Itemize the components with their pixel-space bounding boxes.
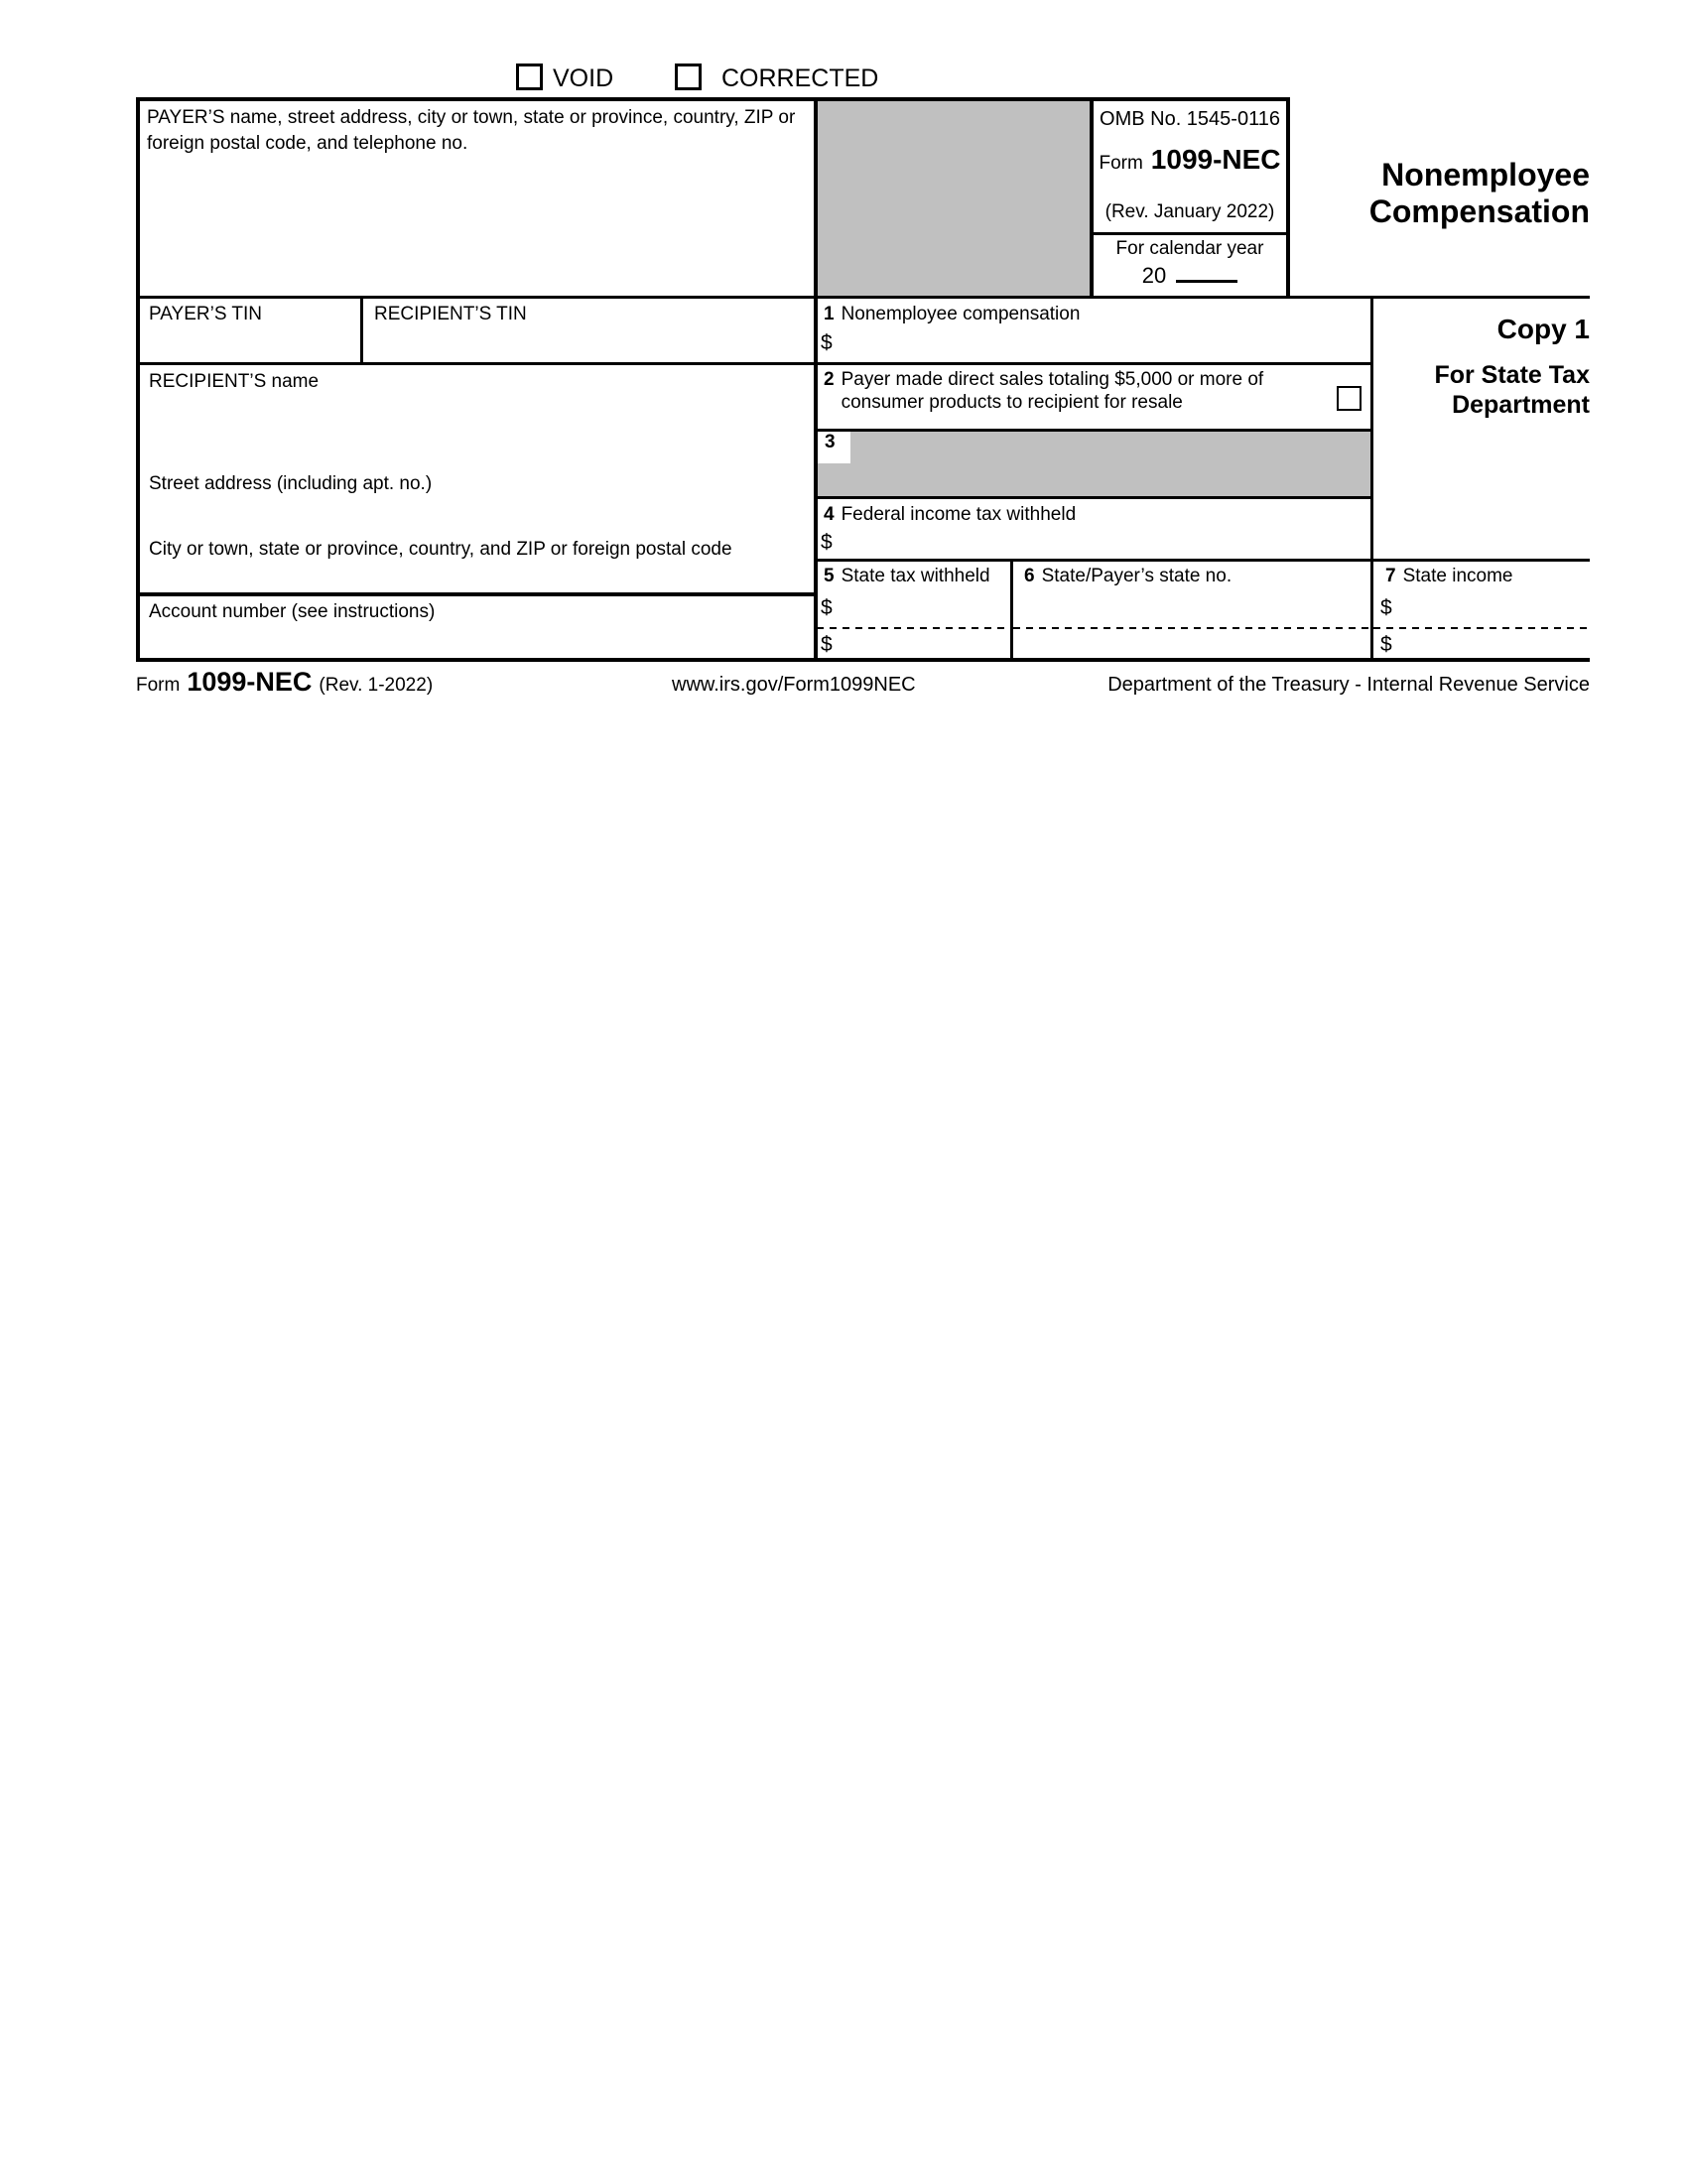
box4-number: 4 [824, 504, 835, 525]
footer-form-word: Form [136, 675, 181, 696]
form-title [1369, 157, 1590, 230]
box5-dollar-sign-top: $ [821, 596, 833, 619]
omb-number: OMB No. 1545-0116 [1100, 108, 1280, 130]
recipient-name-label: RECIPIENT’S name [149, 371, 320, 392]
street-address-field[interactable] [140, 497, 805, 537]
divider-box567-top [814, 559, 1590, 562]
recipient-tin-label: RECIPIENT’S TIN [374, 304, 527, 324]
box6-field-top[interactable] [1016, 593, 1367, 625]
dashed-line-box6 [1013, 627, 1370, 629]
payer-info-field[interactable] [140, 159, 805, 288]
corrected-label: CORRECTED [721, 64, 879, 92]
divider-box5-box6 [1010, 559, 1013, 662]
omb-form-number: 1099-NEC [1150, 144, 1281, 175]
omb-revision: (Rev. January 2022) [1104, 201, 1275, 222]
box5-amount-field-bottom[interactable] [844, 631, 1007, 656]
omb-form-word: Form [1099, 153, 1143, 174]
divider-middle-column [814, 97, 818, 662]
box2-checkbox[interactable] [1337, 386, 1362, 411]
footer-form-number: 1099-NEC [187, 667, 313, 697]
box6-label: State/Payer’s state no. [1041, 566, 1233, 586]
account-number-label: Account number (see instructions) [149, 601, 436, 622]
box7-dollar-sign-top: $ [1380, 596, 1392, 619]
box4-label: Federal income tax withheld [841, 504, 1077, 525]
border-top [136, 97, 1290, 101]
year-blank-field[interactable] [1176, 260, 1237, 283]
box1-label: Nonemployee compensation [841, 304, 1081, 324]
box5-number: 5 [824, 566, 835, 586]
divider-row2 [136, 362, 1373, 365]
shaded-area-box3 [817, 432, 1370, 496]
account-number-field[interactable] [140, 625, 805, 655]
box6-field-bottom[interactable] [1016, 631, 1367, 656]
box4-dollar-sign: $ [821, 531, 833, 554]
box2-number: 2 [824, 369, 835, 390]
box7-number: 7 [1385, 566, 1396, 586]
dashed-line-box7 [1373, 627, 1590, 629]
divider-tin [360, 296, 363, 365]
void-checkbox[interactable] [516, 64, 543, 90]
box4-amount-field[interactable] [844, 528, 1360, 556]
box7-amount-field-top[interactable] [1404, 595, 1588, 625]
corrected-checkbox[interactable] [675, 64, 702, 90]
box5-label: State tax withheld [841, 566, 990, 586]
void-label: VOID [553, 64, 614, 92]
copy-number: Copy 1 [1496, 314, 1590, 344]
payer-tin-field[interactable] [140, 327, 356, 360]
box7-label: State income [1402, 566, 1513, 586]
box5-amount-field-top[interactable] [844, 595, 1007, 625]
recipient-name-field[interactable] [140, 395, 805, 464]
year-prefix: 20 [1141, 263, 1167, 288]
box5-dollar-sign-bottom: $ [821, 633, 833, 656]
divider-right-column [1370, 296, 1373, 662]
box6-number: 6 [1024, 566, 1035, 586]
shaded-area-top [818, 101, 1090, 296]
form-title-line2: Compensation [1368, 193, 1590, 230]
box3-number: 3 [817, 432, 850, 463]
box7-amount-field-bottom[interactable] [1404, 631, 1588, 656]
footer-revision: (Rev. 1-2022) [319, 675, 434, 696]
calendar-year-label: For calendar year [1115, 238, 1264, 259]
box1-number: 1 [824, 304, 835, 324]
payer-tin-label: PAYER’S TIN [149, 304, 263, 324]
footer-department: Department of the Treasury - Internal Revenue Service [1107, 674, 1590, 696]
box7-dollar-sign-bottom: $ [1380, 633, 1392, 656]
divider-box3-top [814, 429, 1373, 432]
recipient-tin-field[interactable] [365, 327, 810, 360]
payer-info-label: PAYER’S name, street address, city or town, state or province, country, ZIP or foreign postal code, and telephone no. [147, 107, 796, 155]
city-field[interactable] [140, 563, 805, 590]
box1-dollar-sign: $ [821, 331, 833, 354]
copy-for-line1: For State Tax [1434, 361, 1590, 389]
city-label: City or town, state or province, country, and ZIP or foreign postal code [149, 539, 732, 560]
form-title-line1: Nonemployee [1381, 157, 1590, 193]
divider-account-top [136, 592, 817, 596]
divider-box4-top [814, 496, 1373, 499]
footer-url[interactable]: www.irs.gov/Form1099NEC [672, 674, 916, 696]
divider-omb-split [1090, 232, 1290, 235]
copy-for-line2: Department [1452, 391, 1590, 419]
street-address-label: Street address (including apt. no.) [149, 473, 433, 494]
dashed-line-box5 [817, 627, 1010, 629]
box2-label: Payer made direct sales totaling $5,000 or more of consumer products to recipient for resale [841, 369, 1264, 413]
box1-amount-field[interactable] [844, 327, 1360, 359]
